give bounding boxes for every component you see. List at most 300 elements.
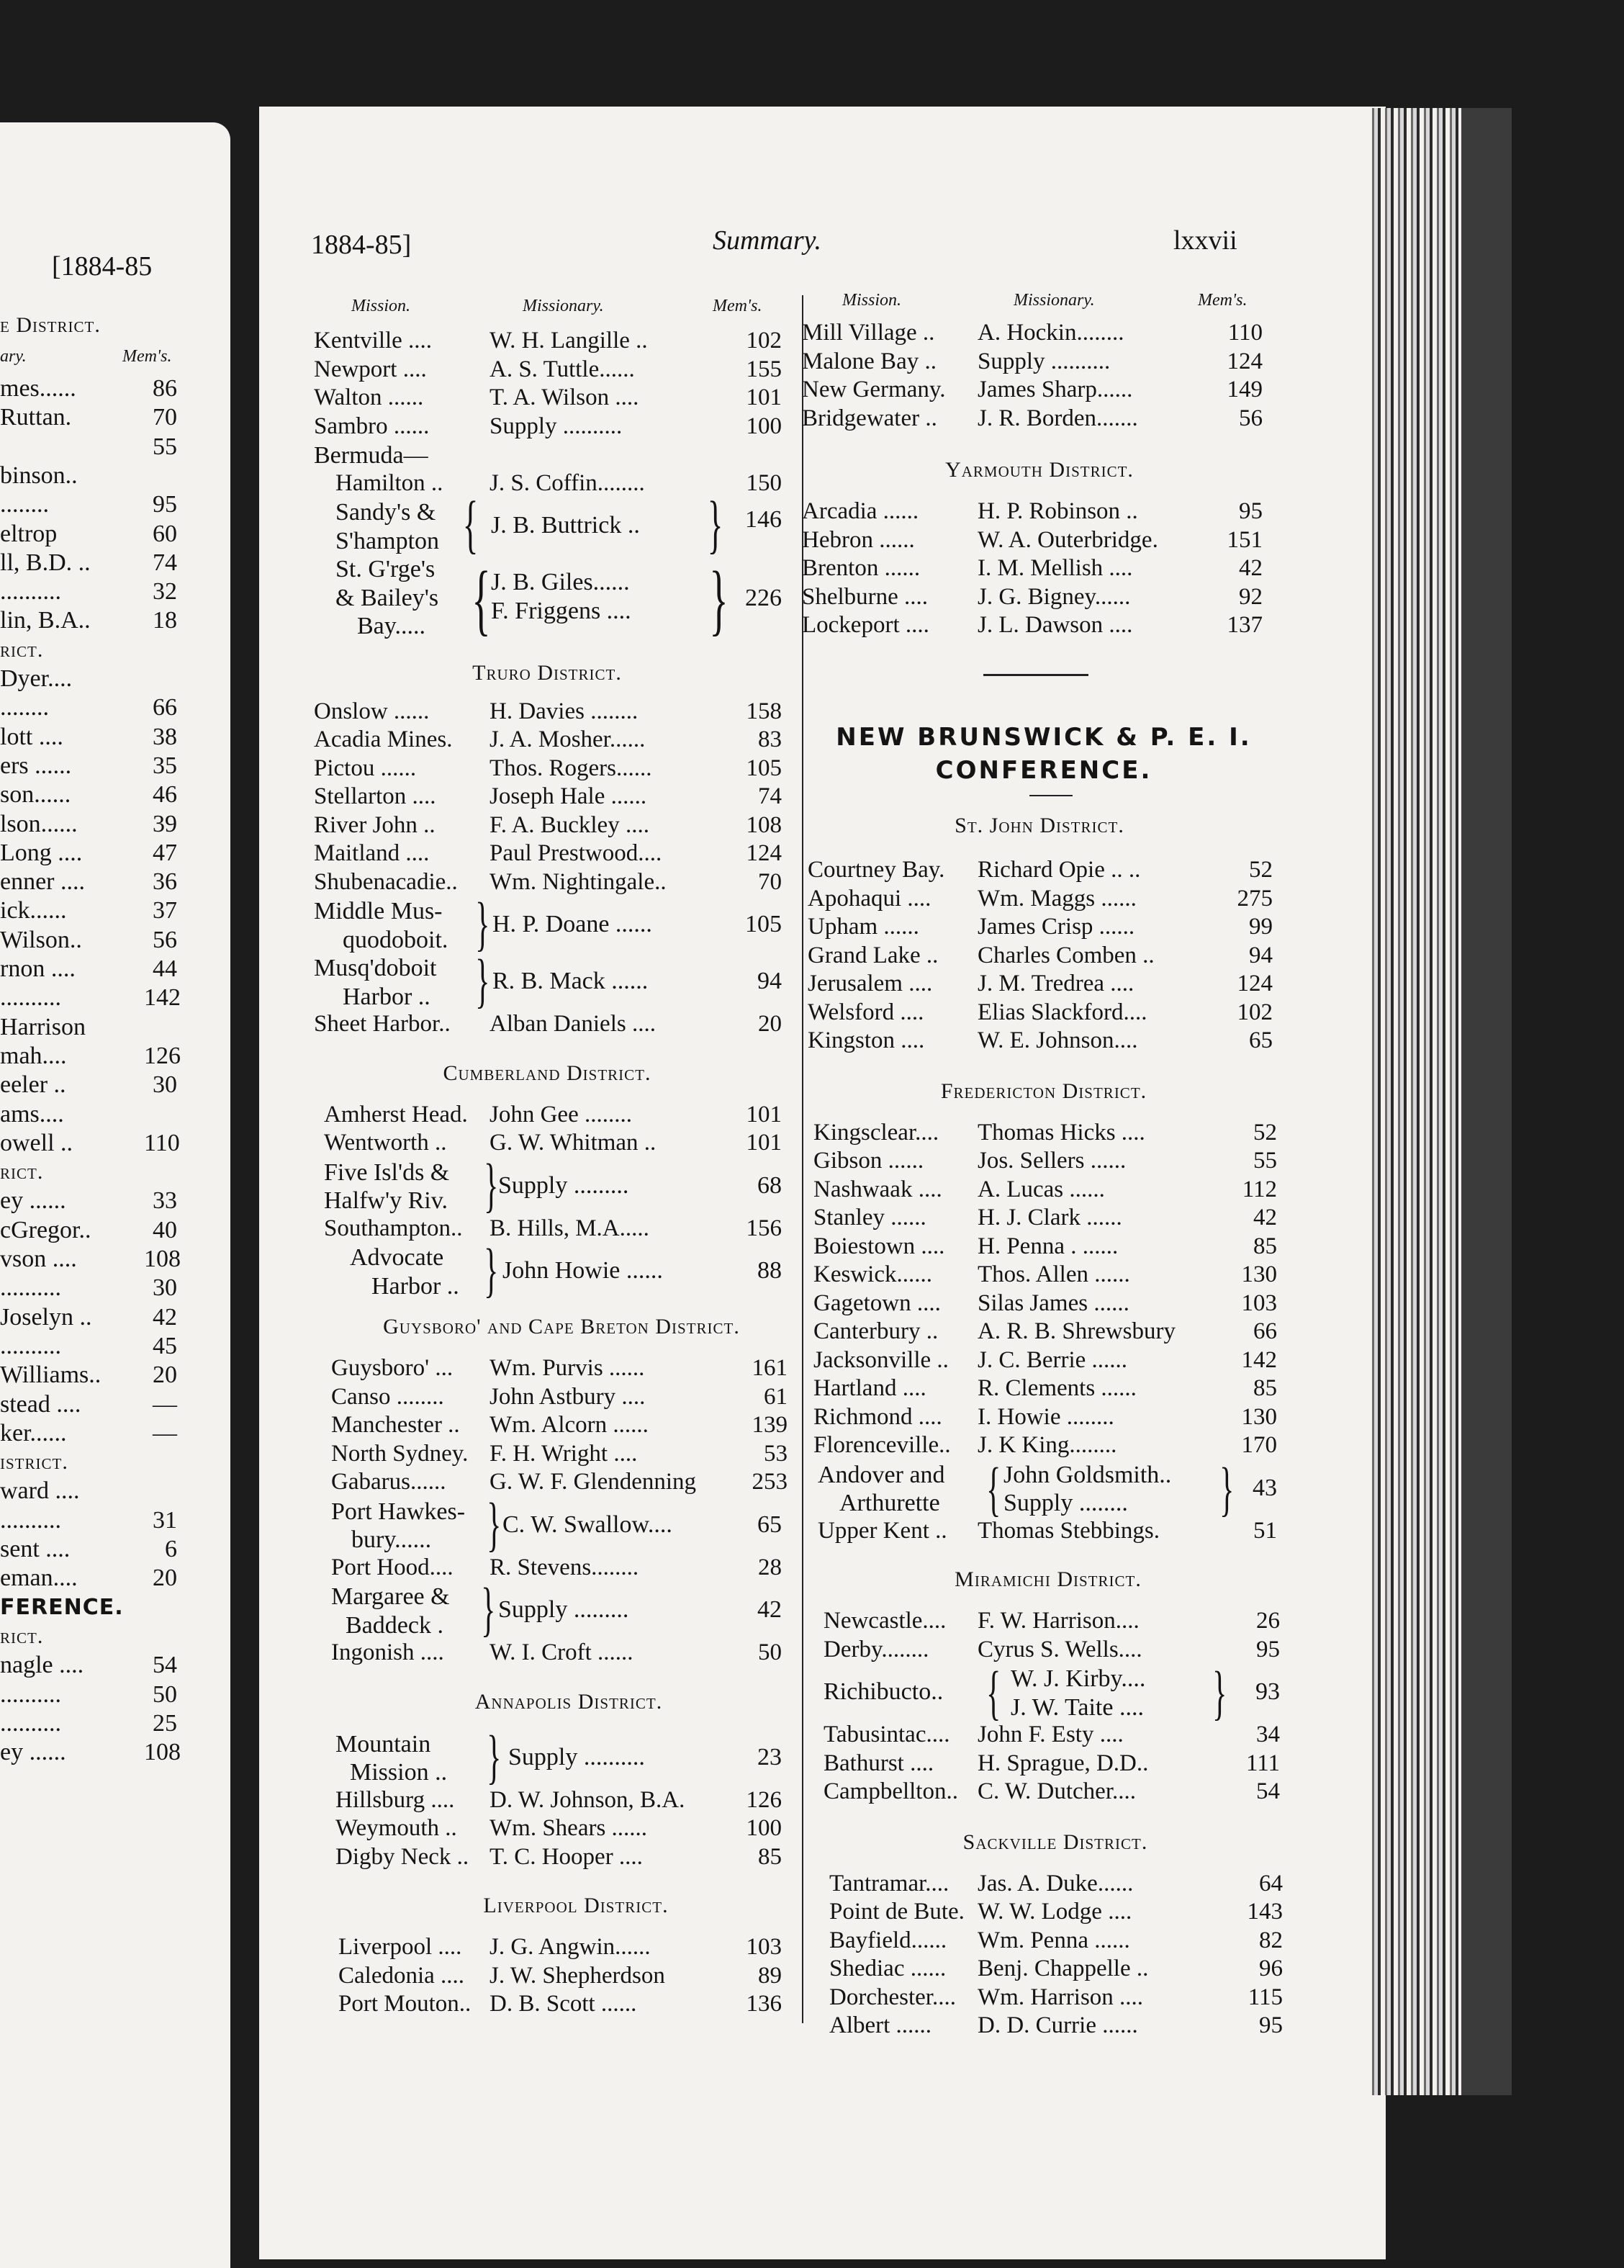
missionary-name: B. Hills, M.A..... [490, 1215, 649, 1241]
left-count: 47 [153, 839, 177, 866]
left-count: 54 [153, 1652, 177, 1679]
left-count: — [153, 1419, 177, 1446]
mission-name: Port Hawkes- [331, 1498, 466, 1525]
mission-row [802, 320, 1263, 348]
mission-name: Welsford .... [808, 999, 924, 1025]
mission-name: Hamilton .. [335, 469, 443, 496]
member-count: 52 [1249, 857, 1273, 883]
missionary-name: C. W. Dutcher.... [978, 1778, 1136, 1804]
mission-name: Richibucto.. [824, 1678, 944, 1705]
mission-name: Courtney Bay. [808, 857, 945, 883]
mission-name: Florenceville.. [813, 1432, 951, 1458]
brace-mark: } [487, 1723, 502, 1791]
left-line: binson.. [0, 462, 78, 489]
left-count: 20 [153, 1565, 177, 1592]
left-line: ward .... [0, 1477, 80, 1505]
missionary-name: John Goldsmith.. [1003, 1461, 1172, 1488]
mission-name: Walton ...... [314, 384, 424, 410]
left-count: 108 [144, 1246, 181, 1272]
header-page-number: lxxvii [1173, 225, 1237, 256]
mission-name: & Bailey's [335, 584, 439, 611]
missionary-name: Thomas Hicks .... [978, 1119, 1145, 1146]
mission-name: Stellarton .... [314, 783, 436, 809]
missionary-name: J. W. Shepherdson [490, 1962, 665, 1989]
member-count: 170 [1241, 1432, 1277, 1458]
district-title: Liverpool District. [483, 1894, 669, 1917]
mission-row [314, 755, 782, 784]
mission-row [802, 612, 1263, 641]
left-count: 45 [153, 1332, 177, 1359]
member-count: 70 [758, 868, 782, 895]
mission-name: Malone Bay .. [802, 348, 937, 374]
mission-name: Advocate [350, 1244, 444, 1271]
missionary-name: C. W. Swallow.... [502, 1511, 672, 1538]
missionary-name: R. Stevens........ [490, 1554, 639, 1580]
member-count: 253 [752, 1469, 788, 1495]
mission-name: St. G'rge's [335, 556, 436, 582]
member-count: 158 [746, 698, 782, 724]
mission-row [813, 1432, 1277, 1461]
left-line: Wilson.. [0, 926, 82, 953]
mission-name: Mountain [335, 1730, 431, 1758]
member-count: 65 [1249, 1027, 1273, 1053]
member-count: 42 [1253, 1205, 1277, 1230]
left-line: ey ...... [0, 1187, 66, 1215]
mission-row [808, 886, 1273, 914]
header-title: Summary. [713, 225, 821, 256]
left-count: 66 [153, 694, 177, 721]
mission-name: Pictou ...... [314, 755, 417, 781]
member-count: 51 [1253, 1517, 1277, 1544]
mission-row [813, 1290, 1277, 1319]
mission-name: Dorchester.... [829, 1984, 956, 2010]
mission-name: Shediac ...... [829, 1956, 947, 1981]
mission-row [338, 1934, 782, 1963]
left-count: 30 [153, 1274, 177, 1302]
member-count: 85 [758, 1843, 782, 1870]
left-count: 39 [153, 810, 177, 837]
left-count: 20 [153, 1362, 177, 1389]
header-year: 1884-85] [311, 230, 412, 260]
mission-name: Harbor .. [343, 983, 430, 1010]
left-count: 55 [153, 433, 177, 460]
mission-row [829, 2012, 1283, 2041]
missionary-name: W. H. Langille .. [490, 328, 648, 354]
member-count: 161 [752, 1355, 788, 1381]
missionary-name: W. W. Lodge .... [978, 1899, 1132, 1925]
mission-row [802, 405, 1263, 434]
left-count: 25 [153, 1709, 177, 1737]
mission-name: Bathurst .... [824, 1750, 934, 1776]
left-line: .......... [0, 1506, 61, 1534]
mission-name: Bermuda— [314, 442, 428, 469]
member-count: 146 [745, 506, 782, 533]
member-count: 42 [1239, 555, 1263, 581]
member-count: 34 [1256, 1722, 1280, 1747]
missionary-name: J. M. Tredrea .... [978, 971, 1134, 996]
missionary-name: Elias Slackford.... [978, 999, 1147, 1025]
mission-name: Derby........ [824, 1636, 929, 1662]
missionary-name: John F. Esty .... [978, 1722, 1124, 1747]
mission-name: Mill Village .. [802, 320, 935, 346]
mission-name: bury...... [351, 1526, 432, 1553]
member-count: 108 [746, 811, 782, 838]
member-count: 94 [757, 968, 782, 994]
brace-mark: } [707, 489, 723, 560]
mission-row [331, 1554, 782, 1583]
left-line: lson...... [0, 810, 78, 837]
member-count: 124 [1237, 971, 1273, 996]
left-line: Joselyn .. [0, 1303, 92, 1331]
mission-name: Mission .. [350, 1759, 448, 1786]
member-count: 124 [746, 840, 782, 866]
left-count: 36 [153, 868, 177, 896]
mission-name: Manchester .. [331, 1412, 460, 1438]
missionary-name: Paul Prestwood.... [490, 840, 662, 866]
left-line: nagle .... [0, 1652, 84, 1679]
conference-title: CONFERENCE. [935, 756, 1152, 785]
mission-row [824, 1778, 1280, 1807]
district-title: Cumberland District. [443, 1061, 651, 1085]
brace-mark: } [1219, 1455, 1235, 1523]
mission-name: Port Mouton.. [338, 1991, 472, 2017]
mission-name: Apohaqui .... [808, 885, 931, 912]
left-line: vson .... [0, 1246, 77, 1272]
mission-row [802, 377, 1263, 405]
left-count: 31 [153, 1506, 177, 1534]
mission-name: Port Hood.... [331, 1554, 454, 1580]
member-count: 55 [1253, 1148, 1277, 1174]
mission-name: Arcadia ...... [802, 498, 919, 524]
left-count: 37 [153, 897, 177, 924]
left-line: ers ...... [0, 752, 72, 779]
mission-name: Upper Kent .. [818, 1517, 947, 1544]
member-count: 95 [1256, 1636, 1280, 1662]
mission-name: Musq'doboit [314, 955, 437, 981]
member-count: 61 [764, 1383, 788, 1410]
mission-row [324, 1215, 782, 1244]
missionary-name: Supply .......... [490, 413, 623, 439]
member-count: 150 [746, 469, 782, 496]
missionary-name: Jos. Sellers ...... [978, 1148, 1127, 1174]
mission-name: Hartland .... [813, 1375, 926, 1401]
left-line: Williams.. [0, 1362, 102, 1389]
missionary-name: I. Howie ........ [978, 1403, 1114, 1430]
brace-mark: } [475, 891, 490, 958]
mission-name: Gabarus...... [331, 1469, 446, 1495]
member-count: 226 [745, 585, 782, 611]
mission-row [314, 384, 782, 413]
missionary-name: A. R. B. Shrewsbury [978, 1318, 1176, 1344]
member-count: 124 [1227, 348, 1263, 374]
missionary-name: R. Clements ...... [978, 1375, 1137, 1401]
mission-row [338, 1963, 782, 1992]
member-count: 85 [1253, 1233, 1277, 1259]
member-count: 130 [1241, 1403, 1277, 1430]
brace-mark: } [481, 1576, 496, 1643]
missionary-name: A. S. Tuttle...... [490, 356, 635, 382]
missionary-name: Cyrus S. Wells.... [978, 1636, 1142, 1662]
left-count: 126 [144, 1042, 181, 1069]
mission-name: Kentville .... [314, 328, 433, 354]
left-count: 142 [144, 984, 181, 1012]
left-line: ams.... [0, 1100, 64, 1128]
member-count: 95 [1239, 498, 1263, 524]
member-count: 54 [1256, 1778, 1280, 1804]
brace-mark: } [475, 948, 490, 1014]
left-col-head: Mem's. [122, 347, 172, 366]
left-line: lin, B.A.. [0, 607, 91, 634]
left-line: .......... [0, 1274, 61, 1302]
left-line: rict. [0, 637, 44, 662]
missionary-name: T. A. Wilson .... [490, 384, 639, 410]
member-count: 28 [758, 1554, 782, 1580]
mission-row [802, 584, 1263, 613]
left-line: eman.... [0, 1565, 78, 1592]
district-title: Guysboro' and Cape Breton District. [383, 1315, 740, 1338]
left-line: Long .... [0, 839, 83, 866]
mission-name: Andover and [818, 1461, 945, 1488]
left-line: rict. [0, 1160, 44, 1184]
district-title: St. John District. [955, 814, 1124, 837]
mission-name: Margaree & [331, 1583, 450, 1610]
left-count: 6 [165, 1536, 177, 1562]
left-line: ker...... [0, 1419, 67, 1446]
brace-mark: } [487, 1490, 502, 1558]
missionary-name: Wm. Maggs ...... [978, 885, 1137, 912]
member-count: 155 [746, 356, 782, 382]
mission-name: Maitland .... [314, 840, 430, 866]
missionary-name: John Gee ........ [490, 1101, 632, 1128]
member-count: 112 [1242, 1176, 1277, 1202]
missionary-name: H. Davies ........ [490, 698, 639, 724]
brace-mark: { [986, 1660, 1001, 1727]
mission-name: Onslow ...... [314, 698, 430, 724]
left-line: FERENCE. [0, 1594, 124, 1620]
member-count: 143 [1247, 1899, 1283, 1925]
mission-row [824, 1722, 1280, 1750]
member-count: 74 [758, 783, 782, 809]
member-count: 156 [746, 1215, 782, 1241]
mission-row [338, 1991, 782, 2020]
mission-row [829, 1899, 1283, 1927]
member-count: 50 [758, 1639, 782, 1665]
mission-row [808, 1027, 1273, 1056]
member-count: 130 [1241, 1261, 1277, 1287]
mission-name: Grand Lake .. [808, 942, 939, 968]
missionary-name: W. J. Kirby.... [1011, 1665, 1146, 1692]
mission-name: Richmond .... [813, 1403, 942, 1430]
mission-name: Gibson ...... [813, 1148, 924, 1174]
missionary-name: J. W. Taite .... [1011, 1693, 1144, 1721]
district-title: Miramichi District. [955, 1567, 1142, 1591]
left-count: 44 [153, 955, 177, 982]
mission-name: Tabusintac.... [824, 1722, 950, 1747]
left-line: mah.... [0, 1042, 67, 1069]
missionary-name: Charles Comben .. [978, 942, 1155, 968]
mission-name: Stanley ...... [813, 1205, 926, 1230]
missionary-name: Alban Daniels .... [490, 1011, 656, 1037]
left-line: cGregor.. [0, 1216, 91, 1243]
missionary-name: Wm. Penna ...... [978, 1927, 1130, 1953]
missionary-name: F. H. Wright .... [490, 1440, 638, 1467]
left-line: .......... [0, 1680, 61, 1708]
left-count: 18 [153, 607, 177, 634]
missionary-name: J. B. Buttrick .. [491, 512, 640, 539]
left-line: .......... [0, 1709, 61, 1737]
mission-row [808, 971, 1273, 999]
mission-name: Wentworth .. [324, 1130, 447, 1156]
mission-name: Weymouth .. [335, 1815, 457, 1841]
left-count: 38 [153, 723, 177, 750]
left-header: [1884-85 [52, 251, 153, 282]
mission-row [335, 1844, 782, 1873]
member-count: 66 [1253, 1318, 1277, 1344]
district-title: Yarmouth District. [945, 458, 1134, 482]
left-count: 74 [153, 549, 177, 576]
mission-name: Ingonish .... [331, 1639, 444, 1665]
missionary-name: Supply ......... [498, 1596, 629, 1623]
missionary-name: H. P. Robinson .. [978, 498, 1138, 524]
left-line: mes...... [0, 375, 76, 402]
page-edges [1368, 108, 1461, 2095]
mission-row [314, 356, 782, 385]
mission-row [808, 914, 1273, 942]
conference-title: NEW BRUNSWICK & P. E. I. [836, 723, 1252, 752]
member-count: 136 [746, 1991, 782, 2017]
member-count: 101 [746, 384, 782, 410]
missionary-name: Jas. A. Duke...... [978, 1870, 1134, 1896]
member-count: 85 [1253, 1375, 1277, 1401]
mission-row [331, 1384, 788, 1413]
left-line: son...... [0, 781, 71, 809]
missionary-name: Wm. Harrison .... [978, 1984, 1144, 2010]
missionary-name: Thomas Stebbings. [978, 1517, 1160, 1544]
mission-row [824, 1637, 1280, 1665]
mission-name: Sambro ...... [314, 413, 430, 439]
member-count: 105 [745, 911, 782, 937]
left-line: .......... [0, 984, 61, 1012]
mission-name: Shelburne .... [802, 583, 929, 610]
mission-name: Hillsburg .... [335, 1786, 455, 1813]
member-count: 99 [1249, 914, 1273, 940]
left-line: .......... [0, 578, 61, 606]
missionary-name: J. B. Giles...... [491, 569, 630, 595]
brace-mark: } [709, 555, 728, 643]
mission-name: Amherst Head. [324, 1101, 468, 1128]
left-count: 110 [144, 1129, 180, 1156]
member-count: 82 [1259, 1927, 1283, 1953]
missionary-name: F. Friggens .... [491, 597, 631, 624]
missionary-name: Supply .......... [978, 348, 1111, 374]
member-count: 23 [757, 1743, 782, 1770]
mission-name: Gagetown .... [813, 1290, 941, 1316]
left-count: 46 [153, 781, 177, 809]
left-count: 60 [153, 520, 177, 547]
mission-row [813, 1233, 1277, 1262]
member-count: 52 [1253, 1119, 1277, 1146]
mission-name: Middle Mus- [314, 898, 443, 924]
mission-name: River John .. [314, 811, 436, 838]
district-title: Sackville District. [962, 1830, 1148, 1854]
missionary-name: H. Penna . ...... [978, 1233, 1119, 1259]
missionary-name: J. A. Mosher...... [490, 726, 646, 752]
member-count: 96 [1259, 1956, 1283, 1981]
missionary-name: H. Sprague, D.D.. [978, 1750, 1149, 1776]
brace-mark: { [472, 555, 491, 643]
mission-name: Southampton.. [324, 1215, 463, 1241]
mission-row [802, 527, 1263, 556]
member-count: 94 [1249, 942, 1273, 968]
left-col-head: ary. [0, 347, 27, 366]
member-count: 101 [746, 1101, 782, 1128]
member-count: 142 [1241, 1346, 1277, 1373]
mission-name: Halfw'y Riv. [324, 1187, 448, 1214]
member-count: 56 [1239, 405, 1263, 431]
mission-name: Jacksonville .. [813, 1346, 949, 1373]
missionary-name: Supply .......... [508, 1743, 645, 1770]
left-count: 33 [153, 1187, 177, 1215]
mission-name: Guysboro' ... [331, 1355, 454, 1381]
mission-row [813, 1375, 1277, 1404]
left-count: 95 [153, 491, 177, 518]
missionary-name: G. W. Whitman .. [490, 1130, 657, 1156]
member-count: 137 [1227, 612, 1263, 638]
left-line: ll, B.D. .. [0, 549, 91, 576]
missionary-name: Wm. Shears ...... [490, 1815, 648, 1841]
missionary-name: F. W. Harrison.... [978, 1608, 1140, 1634]
mission-row [331, 1412, 788, 1441]
member-count: 65 [757, 1511, 782, 1538]
missionary-name: J. G. Angwin...... [490, 1934, 651, 1960]
left-count: 42 [153, 1303, 177, 1331]
missionary-name: James Crisp ...... [978, 914, 1135, 940]
mission-name: New Germany. [802, 377, 946, 402]
mission-row [314, 1011, 782, 1040]
col-head-mems: Mem's. [713, 297, 762, 315]
mission-name: Canso ........ [331, 1383, 444, 1410]
mission-row [314, 812, 782, 841]
left-count: — [153, 1390, 177, 1418]
member-count: 101 [746, 1130, 782, 1156]
col2-head-mems: Mem's. [1198, 291, 1248, 310]
missionary-name: Benj. Chappelle .. [978, 1956, 1149, 1981]
missionary-name: D. B. Scott ...... [490, 1991, 637, 2017]
mission-name: Brenton ...... [802, 555, 921, 581]
mission-row [324, 1130, 782, 1158]
left-line: Dyer.... [0, 665, 73, 692]
left-count: 30 [153, 1071, 177, 1099]
mission-row [802, 555, 1263, 584]
mission-row [829, 1956, 1283, 1984]
district-title: Truro District. [472, 660, 622, 685]
left-line: eltrop [0, 520, 58, 547]
col2-head-mission: Mission. [842, 291, 902, 310]
member-count: 83 [758, 726, 782, 752]
missionary-name: Wm. Nightingale.. [490, 868, 667, 895]
mission-name: S'hampton [335, 527, 440, 554]
member-count: 64 [1259, 1870, 1283, 1896]
member-count: 100 [746, 413, 782, 439]
mission-name: Boiestown .... [813, 1233, 945, 1259]
mission-row [808, 857, 1273, 886]
missionary-name: I. M. Mellish .... [978, 555, 1133, 581]
missionary-name: A. Hockin........ [978, 320, 1124, 346]
conference-rule [1029, 795, 1073, 796]
missionary-name: H. J. Clark ...... [978, 1205, 1122, 1230]
mission-name: Lockeport .... [802, 612, 929, 638]
member-count: 100 [746, 1815, 782, 1841]
